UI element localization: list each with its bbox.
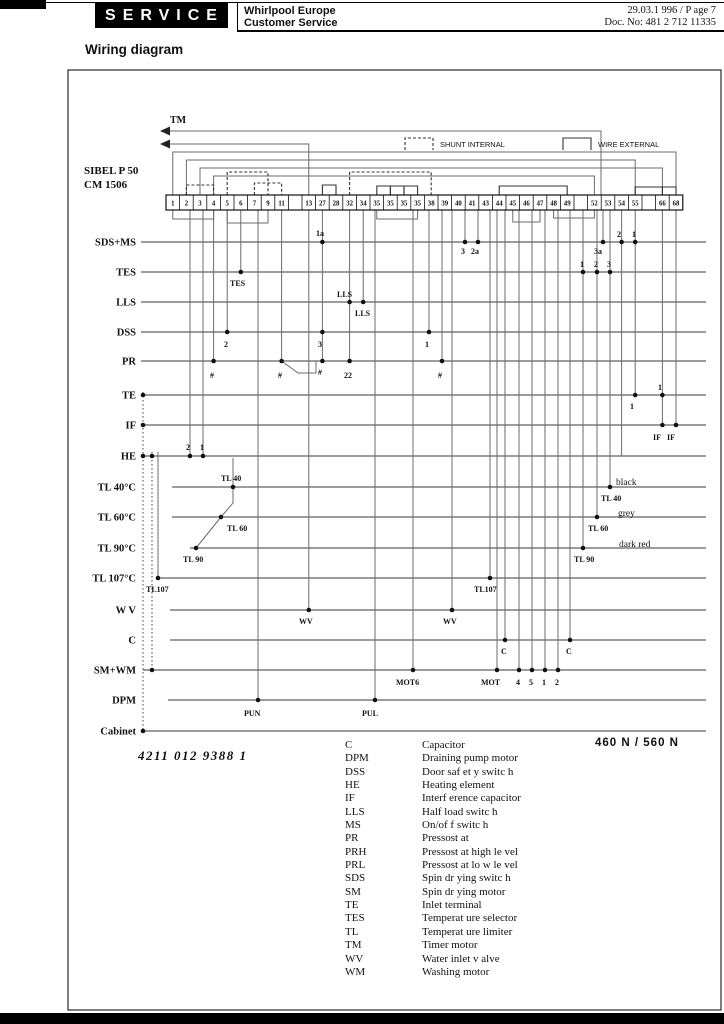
terminal-number: 7 [252, 200, 257, 208]
junction-dot [150, 668, 155, 673]
row-label: TL 107°C [92, 573, 136, 585]
junction-dot [141, 454, 146, 459]
junction-dot [427, 330, 432, 335]
junction-dot [581, 270, 586, 275]
shunt-bracket [404, 186, 418, 195]
legend-desc: Spin dr ying motor [422, 885, 506, 898]
terminal-number: 68 [672, 200, 680, 208]
wire-label: PUL [362, 709, 378, 718]
terminal-number: 54 [618, 200, 625, 208]
wire-label: TL 40 [221, 474, 242, 483]
legend-row [345, 859, 521, 872]
legend-abbr: TES [345, 912, 365, 925]
doc-date-page: 29.03.1 996 / P age 7 [627, 5, 716, 16]
legend-abbr: TL [345, 925, 359, 938]
row-label: TES [116, 267, 136, 279]
junction-dot [194, 546, 199, 551]
row-label: PR [122, 356, 136, 368]
row-label: DPM [112, 695, 136, 707]
wire [196, 458, 233, 548]
terminal-number: 5 [225, 200, 229, 208]
legend-desc: Washing motor [422, 965, 490, 978]
terminal-number: 39 [441, 200, 449, 208]
legend-desc: Pressost at lo w le vel [422, 859, 518, 872]
terminal-number: 13 [305, 200, 313, 208]
legend-desc: Inlet terminal [422, 899, 482, 912]
junction-dot [619, 240, 624, 245]
junction-dot [568, 638, 573, 643]
legend-abbr: PRH [345, 845, 367, 858]
legend-row [345, 899, 521, 912]
terminal-number: 55 [631, 200, 639, 208]
row-label: TL 40°C [97, 482, 136, 494]
junction-dot [601, 240, 606, 245]
wire-label: 1 [630, 402, 634, 411]
legend-row [345, 953, 521, 966]
wire-label: 4 [516, 678, 520, 687]
wire-label: 1 [632, 230, 636, 239]
wire-label: 1 [580, 260, 584, 269]
junction-dot [239, 270, 244, 275]
terminal-number: 3 [198, 200, 202, 208]
shunt-bracket [405, 138, 433, 150]
legend-row [345, 939, 521, 952]
terminal-number: 34 [359, 200, 367, 208]
junction-dot [488, 576, 493, 581]
junction-dot [219, 515, 224, 520]
wire-label: WV [299, 617, 313, 626]
shunt-bracket [563, 138, 591, 150]
model-designation: 460 N / 560 N [595, 737, 679, 749]
terminal-number: 48 [550, 200, 557, 208]
legend-desc: Heating element [422, 779, 495, 792]
wire-label: 2 [555, 678, 559, 687]
row-label: TL 60°C [97, 512, 136, 524]
legend-desc: Draining pump motor [422, 752, 518, 765]
wire-label: 3 [318, 340, 322, 349]
legend-row [345, 806, 521, 819]
legend-desc: Temperat ure selector [422, 912, 518, 925]
legend-abbr: PR [345, 832, 359, 845]
terminal-number: 46 [523, 200, 530, 208]
junction-dot [307, 608, 312, 613]
legend-row [345, 966, 521, 979]
junction-dot [225, 330, 230, 335]
wire-label: 1 [542, 678, 546, 687]
legend-desc: Half load switc h [422, 805, 498, 818]
row-label: DSS [116, 327, 136, 339]
legend-desc: Pressost at high le vel [422, 845, 518, 858]
shunt-bracket [377, 186, 391, 195]
legend-row [345, 886, 521, 899]
legend-desc: Door saf et y switc h [422, 765, 514, 778]
row-label: HE [120, 451, 136, 463]
legend-desc: Pressost at [422, 832, 469, 845]
tm-arrow-icon [160, 140, 170, 149]
legend-row [345, 752, 521, 765]
wire-label: 2a [471, 247, 479, 256]
wire-label: TES [230, 279, 246, 288]
junction-dot [141, 423, 146, 428]
wire-label: TL 90 [574, 555, 595, 564]
legend-abbr: HE [345, 779, 360, 792]
junction-dot [320, 330, 325, 335]
junction-dot [156, 576, 161, 581]
wire-label: TL 40 [601, 494, 622, 503]
junction-dot [674, 423, 679, 428]
legend-abbr: MS [345, 819, 361, 832]
junction-dot [201, 454, 206, 459]
terminal-number: 32 [346, 200, 353, 208]
wire [168, 131, 601, 195]
terminal-number: 4 [211, 200, 216, 208]
junction-dot [476, 240, 481, 245]
wire-label: SIBEL P 50 [84, 165, 139, 177]
page-title: Wiring diagram [85, 42, 184, 57]
terminal-number: 47 [536, 200, 544, 208]
junction-dot [595, 515, 600, 520]
junction-dot [608, 485, 613, 490]
shunt-bracket [499, 186, 567, 195]
terminal-number: 35 [414, 200, 421, 208]
junction-dot [411, 668, 416, 673]
legend-row [345, 926, 521, 939]
wire-label: TL107 [146, 585, 169, 594]
wire [173, 210, 214, 219]
wire [513, 210, 540, 222]
legend-abbr: WM [345, 965, 366, 978]
shunt-bracket [390, 186, 404, 195]
wire [282, 361, 316, 373]
junction-dot [361, 300, 366, 305]
wire [554, 210, 595, 218]
wire-label: LLS [355, 309, 371, 318]
junction-dot [347, 300, 352, 305]
junction-dot [660, 423, 665, 428]
shunt-bracket [322, 185, 336, 195]
wire-label: 3 [607, 260, 611, 269]
junction-dot [463, 240, 468, 245]
junction-dot [608, 270, 613, 275]
legend-row [345, 819, 521, 832]
wire-label: grey [618, 509, 635, 519]
legend-row [345, 766, 521, 779]
junction-dot [211, 359, 216, 364]
terminal-number: 43 [482, 200, 489, 208]
legend-abbr: DSS [345, 765, 366, 778]
terminal-number: 45 [509, 200, 517, 208]
wire-label: 3a [594, 247, 602, 256]
junction-dot [347, 359, 352, 364]
terminal-number: 1 [171, 200, 175, 208]
terminal-number: 35 [400, 200, 408, 208]
wire-label: # [210, 371, 214, 380]
wire-label: MOT [481, 678, 501, 687]
terminal-number: 49 [563, 200, 571, 208]
legend-row [345, 872, 521, 885]
wire-label: 22 [344, 371, 352, 380]
tm-arrow-icon [160, 127, 170, 136]
junction-dot [373, 698, 378, 703]
wire-label: 1 [200, 443, 204, 452]
shunt-bracket [227, 172, 268, 195]
wire-label: SHUNT INTERNAL [440, 140, 505, 149]
terminal-number: 35 [373, 200, 381, 208]
service-banner: SERVICE [95, 3, 228, 28]
junction-dot [633, 240, 638, 245]
legend-abbr: C [345, 739, 353, 751]
terminal-number: 35 [387, 200, 394, 208]
wire-label: TL 60 [588, 524, 609, 533]
part-number: 4211 012 9388 1 [138, 748, 248, 763]
junction-dot [320, 240, 325, 245]
legend-abbr: TE [345, 899, 359, 912]
wire [200, 168, 662, 195]
legend-desc: On/of f switc h [422, 819, 489, 832]
wire-label: WIRE EXTERNAL [598, 140, 660, 149]
legend-row [345, 912, 521, 925]
terminal-number: 53 [604, 200, 612, 208]
legend-row [345, 792, 521, 805]
wire-label: 2 [617, 230, 621, 239]
wire-label: MOT6 [396, 678, 420, 687]
wire-label: black [616, 478, 637, 488]
wire-label: WV [443, 617, 457, 626]
terminal-number: 27 [319, 200, 326, 208]
wire [227, 210, 268, 223]
wire-label: IF [653, 433, 661, 442]
junction-dot [279, 359, 284, 364]
junction-dot [595, 270, 600, 275]
junction-dot [495, 668, 500, 673]
row-label: IF [125, 420, 136, 432]
legend-abbr: SM [345, 885, 361, 898]
junction-dot [633, 393, 638, 398]
junction-dot [503, 638, 508, 643]
legend-desc: Timer motor [422, 939, 478, 952]
legend-row [345, 739, 521, 752]
wire-label: TL 90 [183, 555, 204, 564]
wire-label: # [318, 368, 322, 377]
junction-dot [660, 393, 665, 398]
company-name: Whirlpool Europe [244, 5, 336, 17]
junction-dot [450, 608, 455, 613]
junction-dot [231, 485, 236, 490]
terminal-number: 52 [591, 200, 598, 208]
component-legend [345, 739, 521, 979]
row-label: SDS+MS [95, 237, 136, 249]
wire [377, 210, 418, 219]
row-label: W V [115, 605, 136, 617]
terminal-number: 28 [332, 200, 340, 208]
terminal-number: 6 [239, 200, 243, 208]
wire-label: 3 [461, 247, 465, 256]
wire-label: 2 [594, 260, 598, 269]
legend-abbr: SDS [345, 872, 366, 885]
wire-label: 2 [224, 340, 228, 349]
legend-abbr: DPM [345, 752, 369, 765]
row-label: Cabinet [100, 726, 136, 738]
company-dept: Customer Service [244, 17, 338, 29]
wire-label: TL107 [474, 585, 497, 594]
junction-dot [581, 546, 586, 551]
legend-row [345, 832, 521, 845]
wire-label: LLS [337, 290, 353, 299]
legend-row [345, 779, 521, 792]
terminal-number: 40 [455, 200, 462, 208]
junction-dot [150, 454, 155, 459]
junction-dot [530, 668, 535, 673]
wire-label: PUN [244, 709, 261, 718]
legend-abbr: TM [345, 939, 362, 952]
terminal-number: 66 [659, 200, 666, 208]
wire-label: IF [667, 433, 675, 442]
wire-label: 5 [529, 678, 533, 687]
terminal-number: 11 [278, 200, 285, 208]
legend-desc: Capacitor [422, 739, 465, 751]
terminal-number: 2 [184, 200, 189, 208]
row-label: C [128, 635, 136, 647]
wire-label: C [501, 647, 507, 656]
legend-abbr: IF [345, 792, 355, 805]
junction-dot [256, 698, 261, 703]
junction-dot [141, 393, 146, 398]
terminal-number: 9 [266, 200, 270, 208]
terminal-number: 41 [468, 200, 476, 208]
legend-desc: Spin dr ying switc h [422, 872, 511, 885]
wire-label: 1 [658, 383, 662, 392]
wire-label: 1a [316, 229, 324, 238]
legend-abbr: PRL [345, 859, 366, 872]
wire-label: # [438, 371, 442, 380]
legend-desc: Temperat ure limiter [422, 925, 513, 938]
wire-label: 1 [425, 340, 429, 349]
row-label: TE [121, 390, 136, 402]
legend-desc: Interf erence capacitor [422, 792, 521, 805]
legend-row [345, 846, 521, 859]
bottom-bar [0, 1013, 724, 1024]
row-label: LLS [116, 297, 136, 309]
legend-abbr: LLS [345, 805, 365, 818]
row-label: TL 90°C [97, 543, 136, 555]
wire-label: TM [170, 115, 187, 126]
terminal-number: 44 [495, 200, 503, 208]
wire-label: dark red [619, 540, 651, 550]
junction-dot [517, 668, 522, 673]
junction-dot [141, 729, 146, 734]
wire-label: C [566, 647, 572, 656]
junction-dot [543, 668, 548, 673]
wire-label: # [278, 371, 282, 380]
shunt-bracket [635, 187, 676, 195]
doc-number: Doc. No: 481 2 712 11335 [604, 16, 716, 28]
wire-label: TL 60 [227, 524, 248, 533]
wire [186, 160, 635, 195]
junction-dot [188, 454, 193, 459]
junction-dot [440, 359, 445, 364]
junction-dot [556, 668, 561, 673]
wire-label: CM 1506 [84, 179, 128, 191]
row-label: SM+WM [93, 665, 136, 677]
wire-label: 2 [186, 443, 190, 452]
legend-abbr: WV [345, 952, 364, 965]
junction-dot [320, 359, 325, 364]
legend-desc: Water inlet v alve [422, 952, 500, 965]
terminal-number: 38 [427, 200, 435, 208]
